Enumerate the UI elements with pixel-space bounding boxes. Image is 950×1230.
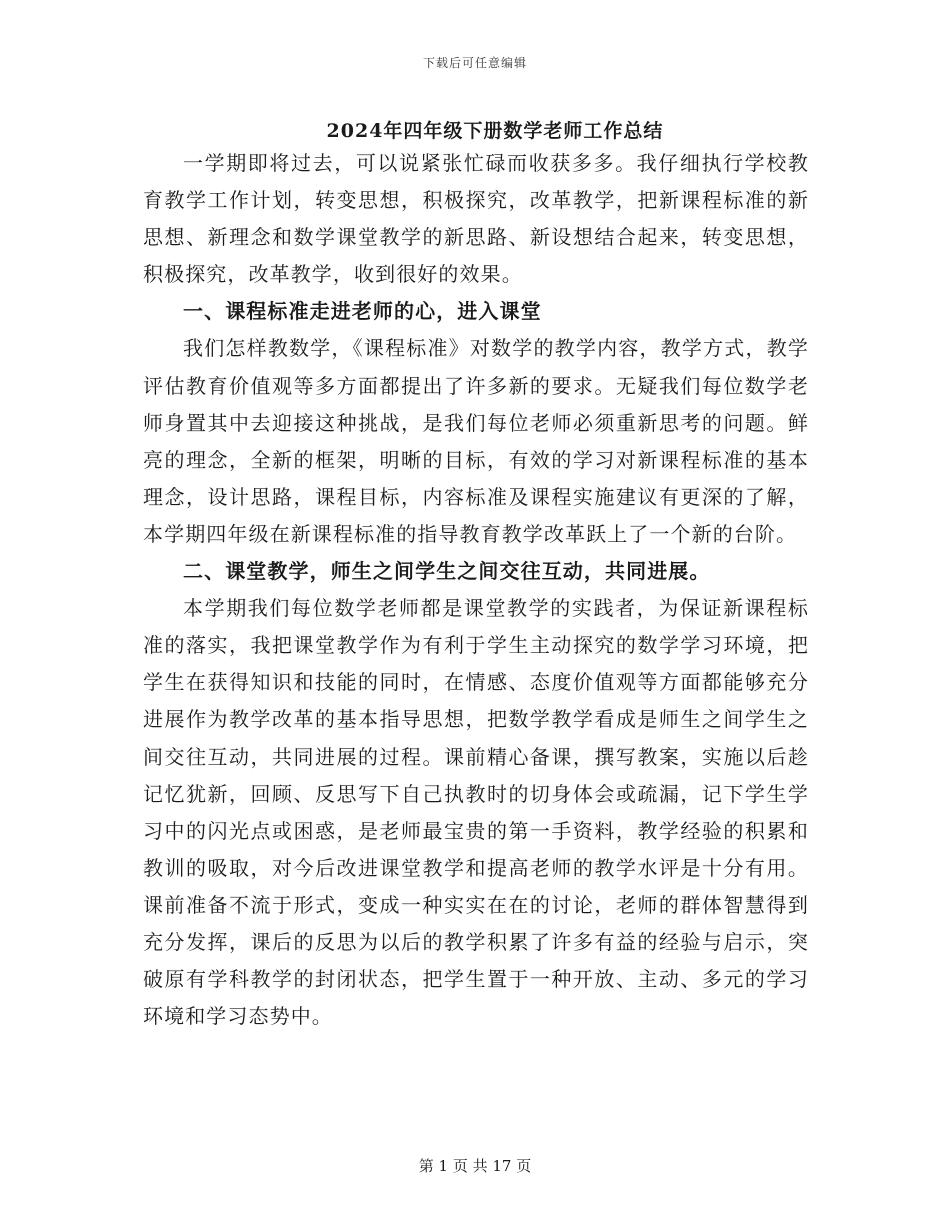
document-body <box>143 145 809 1035</box>
page-footer: 第 1 页 共 17 页 <box>418 1157 532 1175</box>
document-title: 2024年四年级下册数学老师工作总结 <box>326 120 664 142</box>
section-2-paragraph: 本学期我们每位数学老师都是课堂教学的实践者，为保证新课程标准的落实，我把课堂教学作为有利于学生主动探究的数学学习环境，把学生在获得知识和技能的同时，在情感、态度价值观等方面都能够充分进展作为教学改革的基本指导思想，把数学教学看成是师生之间学生之间交往互动，共同进展的过程。课前精心备课，撰写教案，实施以后趁记忆犹新，回顾、反思写下自己执教时的切身体会或疏漏，记下学生学习中的闪光点或困惑，是老师最宝贵的第一手资料，教学经验的积累和教训的吸取，对今后改进课堂教学和提高老师的教学水评是十分有用。课前准备不流于形式，变成一种实实在在的讨论，老师的群体智慧得到充分发挥，课后的反思为以后的教学积累了许多有益的经验与启示，突破原有学科教学的封闭状态，把学生置于一种开放、主动、多元的学习环境和学习态势中。 <box>143 596 809 1029</box>
header-note: 下载后可任意编辑 <box>422 56 527 70</box>
section-1-paragraph: 我们怎样教数学，《课程标准》对数学的教学内容，教学方式，教学评估教育价值观等多方面都提出了许多新的要求。无疑我们每位数学老师身置其中去迎接这种挑战，是我们每位老师必须重新思考的问题。鲜亮的理念，全新的框架，明晰的目标，有效的学习对新课程标准的基本理念，设计思路，课程目标，内容标准及课程实施建议有更深的了解，本学期四年级在新课程标准的指导教育教学改革跃上了一个新的台阶。 <box>143 336 809 546</box>
section-1-heading: 一、课程标准走进老师的心，进入课堂 <box>183 299 542 324</box>
intro-paragraph: 一学期即将过去，可以说紧张忙碌而收获多多。我仔细执行学校教育教学工作计划，转变思想，积极探究，改革教学，把新课程标准的新思想、新理念和数学课堂教学的新思路、新设想结合起来，转变思想，积极探究，改革教学，收到很好的效果。 <box>143 151 809 287</box>
section-2-heading: 二、课堂教学，师生之间学生之间交往互动，共同进展。 <box>183 559 711 584</box>
